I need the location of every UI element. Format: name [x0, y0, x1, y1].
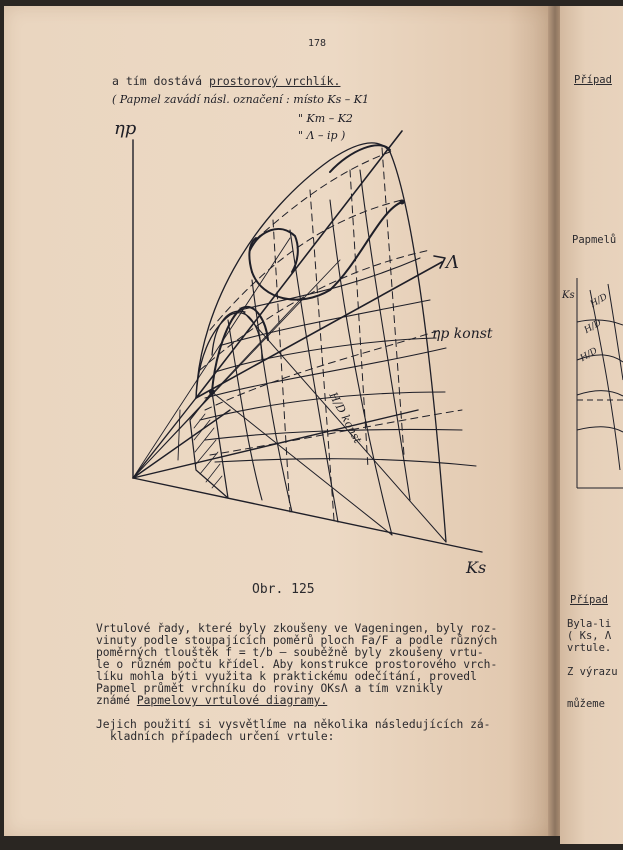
paragraph-line-7-text: známé [96, 694, 137, 707]
lambda-label: Λ [446, 252, 459, 273]
x-axis-label: Ks [466, 558, 487, 577]
paragraph2-line-2: kladních případech určení vrtule: [110, 730, 335, 743]
papmel-diagrams-term: Papmelovy vrtulové diagramy. [136, 694, 328, 707]
hd-const-label: H/D konst [326, 390, 365, 446]
y-axis-label: ηp [114, 118, 137, 139]
right-text-5: ( Ks, Λ [567, 630, 612, 642]
handwritten-note-line-1: ( Papmel zavádí násl. označení : místo Ks – K1 [112, 93, 369, 106]
page-number: 178 [308, 38, 327, 49]
right-text-1: Případ [574, 74, 612, 86]
paragraph-line-6: Papmel průmět vrchníku do roviny OKsΛ a tím vznikly [96, 682, 443, 695]
right-text-4: Byla-li [567, 618, 612, 630]
right-graph-axis-label: Ks [562, 290, 575, 301]
paragraph-line-2: vinuty podle stoupajících poměrů ploch Fa/F a podle různých [96, 634, 498, 647]
eta-const-label: ηp konst [432, 326, 493, 342]
paragraph-line-1: Vrtulové řady, které byly zkoušeny ve Vageningen, byly roz- [96, 622, 498, 635]
right-text-7: Z výrazu [567, 666, 618, 678]
figure-caption: Obr. 125 [252, 582, 315, 597]
paragraph-line-5: líku mohla býti využita k praktickému odečítání, provedl [96, 670, 477, 683]
right-text-3: Případ [570, 594, 608, 606]
handwritten-note-line-2: " Km – K2 [298, 112, 353, 125]
right-text-2: Papmelů [572, 234, 617, 246]
right-graph-label-1: H/D [588, 292, 610, 310]
right-graph-label-3: H/D [578, 346, 600, 364]
paragraph-line-4: le o různém počtu křídel. Aby konstrukce prostorového vrch- [96, 658, 498, 671]
right-text-8: můžeme [567, 698, 605, 710]
paragraph2-line-1: Jejich použití si vysvětlíme na několika následujících zá- [96, 718, 491, 731]
intro-text: a tím dostává [112, 74, 209, 88]
right-text-6: vrtule. [567, 642, 612, 654]
paragraph-line-3: poměrných tlouštěk f = t/b – souběžně byly zkoušeny vrtu- [96, 646, 484, 659]
handwritten-note-line-3: " Λ – ip ) [298, 129, 346, 142]
right-graph-label-2: H/D [582, 318, 604, 336]
intro-term: prostorový vrchlík. [208, 74, 341, 88]
